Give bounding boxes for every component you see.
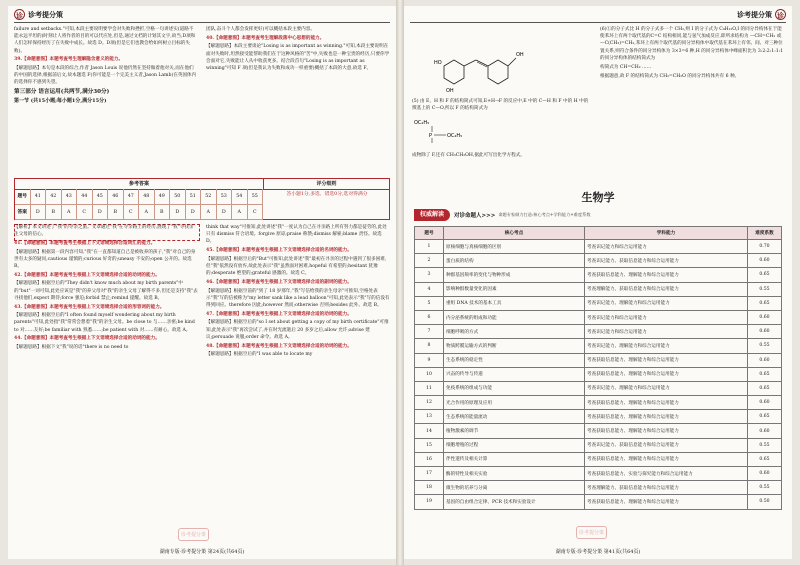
cell-diff: 0.60 — [748, 310, 782, 324]
cell-ability: 考查识记能力、理解能力和综合运用能力 — [585, 339, 748, 353]
table-cell: 43 — [62, 189, 78, 205]
table-cell: 53 — [217, 189, 233, 205]
cell-n: 1 — [415, 240, 444, 254]
paragraph: 43.【命题意图】本题考查考生根据上下文语境选择合适的形容词的能力。 — [14, 304, 165, 310]
cell-ability: 考查获取信息能力、理解能力和综合运用能力 — [585, 452, 748, 466]
column-header: 难度系数 — [748, 227, 782, 240]
paragraph: 成物除了 F,还有 CH₃CH₂OH,据此可写出化学方程式。 — [412, 152, 525, 158]
cell-ability: 考查获取信息能力、理解能力和综合运用能力 — [585, 367, 748, 381]
cell-topic: 细胞增殖的过程 — [444, 438, 585, 452]
cell-diff: 0.60 — [748, 424, 782, 438]
biology-analysis-table — [414, 226, 782, 510]
table-row — [415, 481, 782, 495]
paragraph: 【解题思路】本句是本段的综合,作者 Jason Louis 说他仍然在坚持做着他对关,而在他们的中国的选择,根据前后文,故本题选 F(你可能是一个完美主义者,Jason Lamb)在英国体内的选择你不感到失望。 — [14, 66, 197, 86]
cell-n: 16 — [415, 452, 444, 466]
left-col-1 — [14, 26, 198, 106]
cell-diff: 0.65 — [748, 452, 782, 466]
table-row — [415, 424, 782, 438]
paragraph: 47.【命题意图】本题考查考生根据上下文语境选择合适的动词的能力。 — [206, 311, 352, 317]
paragraph: 【解题思路】根据空后的"I often found myself wondering about my birth parents"可知,此处指"我"常常会想着"我"的亲生父母。be close to 与……亲密;be kind to 对……友好;be familiar with 熟悉……;be patient with 对……有耐心。故选 A。 — [14, 313, 195, 333]
cell-n: 17 — [415, 467, 444, 481]
table-cell: A — [139, 205, 155, 221]
cell-diff: 0.60 — [748, 254, 782, 268]
svg-text:OC₂H₅: OC₂H₅ — [414, 120, 430, 127]
paragraph: 48.【命题意图】本题考查考生根据上下文语境选择合适的动词的能力。 — [206, 343, 352, 349]
cell-ability: 考查识记能力和综合运用能力 — [585, 240, 748, 254]
table-cell: 49 — [155, 189, 171, 205]
paragraph: 【解题思路】根据空后的"I was able to locate my — [206, 352, 313, 358]
cell-topic: 物质跨膜运输方式的判断 — [444, 339, 585, 353]
cell-n: 18 — [415, 481, 444, 495]
table-cell: B — [46, 205, 62, 221]
paragraph: 44.【命题意图】本题考查考生根据上下文语境选择合适的动词的能力。 — [14, 336, 160, 342]
cell-n: 2 — [415, 254, 444, 268]
cell-topic: 重组 DNA 技术的基本工具 — [444, 296, 585, 310]
cell-topic: 原核细胞与真核细胞的区别 — [444, 240, 585, 254]
page-footer: 湖南专版·诊考提分策 第41页(共64页) — [555, 549, 641, 555]
banner-subtitle: 对诊命题人>>> — [454, 213, 496, 219]
table-cell: C — [124, 205, 140, 221]
table-cell: 42 — [46, 189, 62, 205]
cell-n: 7 — [415, 325, 444, 339]
cell-ability: 考查获取信息能力、理解能力和综合运用能力 — [585, 410, 748, 424]
watermark-stamp: 诊考提分策 — [178, 528, 209, 541]
row-label: 题号 — [15, 189, 31, 205]
paragraph: 【解题思路】根据第一段内容可知,"我"在一直都知道自己是被收养的孩子,"我"对自己的身世有太多的疑问,cautious 谨慎的;curious 好奇的;uneasy 不安的;open 公开的。故选 B。 — [14, 249, 196, 270]
cell-n: 8 — [415, 339, 444, 353]
cell-ability: 考查识记能力、理解能力和综合运用能力 — [585, 296, 748, 310]
svg-text:OH: OH — [516, 52, 524, 58]
cell-diff: 0.60 — [748, 325, 782, 339]
paragraph: 46.【命题意图】本题考查考生根据上下文语境选择合适的副词的能力。 — [206, 279, 352, 285]
cell-n: 19 — [415, 495, 444, 509]
table-cell: 54 — [232, 189, 248, 205]
score-table-title: 评分细则 — [316, 181, 337, 187]
cell-topic: 伴性遗传及相关计算 — [444, 452, 585, 466]
cell-n: 11 — [415, 381, 444, 395]
brand-logo-icon: 诊 — [777, 11, 784, 20]
book-gutter — [396, 0, 404, 565]
table-cell: 45 — [93, 189, 109, 205]
cell-topic: 生态系统的能量流动 — [444, 410, 585, 424]
cell-diff: 0.55 — [748, 438, 782, 452]
table-cell: 51 — [186, 189, 202, 205]
answer-table-title: 参考答案 — [15, 179, 264, 189]
cell-diff: 0.55 — [748, 481, 782, 495]
left-col-3 — [14, 224, 198, 353]
score-rule: 答小题1分,多选、错选0分,选对得满分 — [286, 192, 368, 197]
column-header: 学科能力 — [585, 227, 748, 240]
table-row — [415, 268, 782, 282]
cell-ability: 考查理解能力、获取信息能力和综合运用能力 — [585, 282, 748, 296]
cell-topic: 免疫系统的组成与功能 — [444, 381, 585, 395]
table-row — [415, 282, 782, 296]
table-row — [415, 296, 782, 310]
cell-ability: 考查获取信息能力、理解能力和综合运用能力 — [585, 268, 748, 282]
paragraph: 【解题思路】根据空后的"They didn't know much about my birth parents"中的"but"一词可知,此处应该是"我"的养父母对"我"的亲生父母了解得不多,但还是支持"我"去寻找他们,expect 期待;force 强迫;forbid 禁止;remind 提醒。故选 B。 — [14, 281, 198, 301]
cell-n: 9 — [415, 353, 444, 367]
header-title: 诊考提分策 — [737, 9, 772, 19]
paragraph: 【解题思路】本段主要谈论"Losing is as important as winning."可知,本段主要说明在面对失败时,坦然接受能帮助我们在于这种风格的"苦"中,失败也是一种宝贵的经历,只要你学会面对它,失败能让人从中收获更多。结合段首句"Losing is as important as winning"可知 F 项(但是我认为失败和成功一样重要)概括了本段的大意,故选 F。 — [206, 44, 390, 72]
cell-diff: 0.55 — [748, 282, 782, 296]
paragraph: 【解题思路】根据空后的"so I set about getting a copy of my birth certificate"可推知,此处表示"我"再次尝试了,并在时光流逝后 20 多岁之后,allow 允许;advise 建议;persuade 说服;order 命令。故选 A。 — [206, 320, 389, 340]
paragraph: 【解析】本文讲述了"我"的寻亲之旅。文章通过"我"在寻亲路上的经历,展现了"我"寻找亲生父母的信心。 — [14, 225, 194, 238]
table-cell: B — [155, 205, 171, 221]
paragraph: 【解题思路】根据下文"我"说的话"there is no need to — [14, 345, 129, 351]
cell-diff: 0.65 — [748, 268, 782, 282]
table-row — [415, 254, 782, 268]
table-cell: C — [248, 205, 264, 221]
cell-topic: 微生物的培养与分离 — [444, 481, 585, 495]
table-cell: 52 — [201, 189, 217, 205]
table-row — [415, 381, 782, 395]
cell-n: 13 — [415, 410, 444, 424]
section-heading: 第三部分 语言运用(共两节,满分30分) — [14, 88, 110, 95]
paragraph: 构简式为 CH=CH₂ …… — [600, 65, 652, 71]
cell-topic: 兴奋的传导与传递 — [444, 367, 585, 381]
table-row — [415, 367, 782, 381]
answer-grid — [15, 189, 263, 220]
cell-topic: 细胞呼吸的方式 — [444, 325, 585, 339]
cell-diff: 0.60 — [748, 467, 782, 481]
cell-n: 15 — [415, 438, 444, 452]
table-row — [415, 452, 782, 466]
cell-topic: 内分泌系统的组成和功能 — [444, 310, 585, 324]
cell-topic: 蛋白质的结构 — [444, 254, 585, 268]
table-cell: C — [77, 205, 93, 221]
table-cell: A — [232, 205, 248, 221]
paragraph: 根据题意,故 F 的结构简式为 CH₂=CH₂O 的同分异构体共有 6 种。 — [600, 74, 740, 80]
cell-n: 6 — [415, 310, 444, 324]
answer-table — [14, 178, 390, 220]
page-footer: 湖南专版·诊考提分策 第24页(共64页) — [159, 549, 245, 555]
cell-diff: 0.50 — [748, 495, 782, 509]
table-row — [415, 495, 782, 509]
paragraph: failure and setbacks."可知,本段主要说明要学会对失败和挫折,空格一句讲述实(道路不能永远平坦的)时刻让人将作者的目的可以代应处,但是,通过文档的计划其文字,故当,D项和人们怎样保持经历了在失败中成长。故选 D。D项(但是它们也教会给如何树立目标的失败)。 — [14, 27, 196, 54]
paragraph: think that way"可推知,此处讲述"我"一度认为自己在寻亲路上所有努力都是徒劳的,此处只有 dismiss 符合语境。forgive 原谅;praise 称赞;dismiss 解雇;blame 责怪。故选 D。 — [206, 225, 387, 245]
cell-diff: 0.70 — [748, 240, 782, 254]
cell-topic: 生态系统的稳定性 — [444, 353, 585, 367]
brand-logo-icon: 诊 — [16, 11, 23, 20]
cell-topic: 酶的特性及相关实验 — [444, 467, 585, 481]
table-cell: D — [186, 205, 202, 221]
cell-diff: 0.65 — [748, 410, 782, 424]
header-rule — [410, 22, 786, 23]
column-header: 题号 — [415, 227, 444, 240]
table-row — [415, 353, 782, 367]
table-row — [415, 467, 782, 481]
paragraph: 【解题思路】根据空前的"到了 18 岁那年,"我"写信给我的亲生母亲"可推知,空格处表示"我"写的信被称为"my letter sank like a lead balloon"可知,此处表示"我"写的信没有得到回应。therefore 因此;however 然而;otherwise 否则;besides 此外。故选 B。 — [206, 288, 390, 309]
cell-n: 5 — [415, 296, 444, 310]
paragraph: 团队,奋斗个人都会发挥更好)可以概括本段主要内容。 — [206, 27, 315, 32]
table-row — [415, 325, 782, 339]
table-cell: D — [170, 205, 186, 221]
section-title-biology: 生物学 — [581, 191, 615, 204]
cell-ability: 考查识记能力和综合运用能力 — [585, 310, 748, 324]
watermark-stamp: 诊考提分策 — [576, 526, 607, 539]
svg-text:P: P — [429, 133, 433, 140]
left-col-4 — [206, 224, 390, 360]
table-cell: 47 — [124, 189, 140, 205]
column-header: 核心考点 — [444, 227, 585, 240]
cell-ability: 考查识记能力、理解能力和综合运用能力 — [585, 381, 748, 395]
table-row — [415, 310, 782, 324]
table-cell: 44 — [77, 189, 93, 205]
cell-diff: 0.65 — [748, 296, 782, 310]
table-row — [415, 410, 782, 424]
cell-ability: 考查识记能力和综合运用能力 — [585, 325, 748, 339]
cell-topic: 基因的自由组合定律、PCR 技术和实验设计 — [444, 495, 585, 509]
table-row — [415, 396, 782, 410]
paragraph: 【解题思路】根据空后的"But"可推知,此处讲述"我"最初在寻亲的过程中遇到了很多困难,但"我"依然没有放弃,故此处表示"我"虽然面对困难,hopeful 有希望的;hesitant 犹豫的;desperate 绝望的;grateful 感激的。故选 C。 — [206, 256, 387, 277]
chem-right-col — [600, 26, 784, 80]
svg-text:HO: HO — [434, 60, 442, 66]
cell-n: 4 — [415, 282, 444, 296]
paragraph: (6)①的分子式比 H 的分子式多一个 CH₂,则 I 的分子式为 C₉H₁₂O,I 的同分异构体在于能使苯环上有两个取代基的C=C 结构相同,能与氢气加成反应,即所求结构为 —CH=CH₂ 或—C(CH₃)=CH₂,苯环上有两个取代基的同分异构体中取代基在苯环上有邻、间、对三种位置关系,则符合条件的同分异构体为 3×3=6 种,H 的同分异构体中峰面积比为 3:2:2:1:1:1 的同分异构体的结构简式为 — [600, 27, 784, 61]
table-cell: D — [93, 205, 109, 221]
table-cell: D — [217, 205, 233, 221]
cell-n: 14 — [415, 424, 444, 438]
cell-diff: 0.55 — [748, 339, 782, 353]
cell-n: 10 — [415, 367, 444, 381]
cell-ability: 考查获取信息能力、理解能力和综合运用能力 — [585, 396, 748, 410]
authority-banner — [414, 209, 782, 221]
cell-diff: 0.65 — [748, 367, 782, 381]
paragraph: 39.【命题意图】本题考查考生理解隐含意义的能力。 — [14, 57, 124, 63]
table-row — [415, 240, 782, 254]
cell-n: 12 — [415, 396, 444, 410]
header-title: 诊考提分策 — [28, 9, 63, 19]
table-cell: 46 — [108, 189, 124, 205]
right-header — [737, 9, 786, 20]
stilbene-structure-icon — [424, 26, 544, 96]
cell-diff: 0.60 — [748, 396, 782, 410]
right-page — [404, 6, 792, 559]
svg-text:OC₂H₅: OC₂H₅ — [447, 133, 463, 140]
cell-n: 3 — [415, 268, 444, 282]
question-number-row — [15, 189, 263, 205]
table-cell: B — [108, 205, 124, 221]
table-row — [415, 438, 782, 452]
cell-ability: 考查识记能力、获取信息能力和综合运用能力 — [585, 438, 748, 452]
cell-topic: 光合作用的原理及应用 — [444, 396, 585, 410]
banner-badge: 权威解读 — [414, 209, 450, 221]
row-label: 答案 — [15, 205, 31, 221]
svg-text:OH: OH — [446, 88, 454, 94]
table-cell: 48 — [139, 189, 155, 205]
table-cell: D — [31, 205, 47, 221]
section-subheading: 第一节 (共15小题;每小题1分,满分15分) — [14, 97, 107, 104]
answer-row — [15, 205, 263, 221]
left-page — [8, 6, 396, 559]
chem-left-col — [412, 98, 592, 159]
cell-ability: 考查识记能力、获取信息能力和综合运用能力 — [585, 254, 748, 268]
table-cell: 55 — [248, 189, 264, 205]
header-rule — [14, 22, 390, 23]
banner-note: 命题专家倾力打造:核心考点+学科能力+难度系数 — [498, 212, 591, 217]
paragraph: 40.【命题意图】本题考查考生理解段落中心思想的能力。 — [206, 35, 325, 41]
cell-diff: 0.65 — [748, 381, 782, 395]
cell-ability: 考查获取信息能力、理解能力和综合运用能力 — [585, 495, 748, 509]
cell-ability: 考查获取信息能力、实验与探究能力和综合运用能力 — [585, 467, 748, 481]
cell-ability: 考查获取信息能力、理解能力和综合运用能力 — [585, 424, 748, 438]
cell-diff: 0.60 — [748, 353, 782, 367]
table-cell: 50 — [170, 189, 186, 205]
table-cell: 41 — [31, 189, 47, 205]
table-cell: A — [201, 205, 217, 221]
left-header — [14, 9, 63, 20]
paragraph: 42.【命题意图】本题考查考生根据上下文语境选择合适的动词的能力。 — [14, 272, 160, 278]
left-col-2 — [206, 26, 390, 74]
paragraph: (5) 由 E、H 和 F 的结构简式可知,E+H→F 的反应中,E 中的 C—H 和 F 中的 H 中的羰基上的 C—O,所以 F 的结构简式为 — [412, 99, 589, 112]
paragraph: 45.【命题意图】本题考查考生根据上下文语境选择合适的名词的能力。 — [206, 248, 352, 254]
table-row — [415, 339, 782, 353]
cell-topic: 影响种群数量变化的因素 — [444, 282, 585, 296]
cell-ability: 考查获取信息能力、理解能力和综合运用能力 — [585, 353, 748, 367]
cell-topic: 种群基因频率的变化与物种形成 — [444, 268, 585, 282]
cell-topic: 植物激素的调节 — [444, 424, 585, 438]
cell-ability: 考查理解能力、获取信息能力和综合运用能力 — [585, 481, 748, 495]
phosphonate-structure-icon — [412, 116, 502, 146]
table-cell: A — [62, 205, 78, 221]
paragraph: 41.【命题意图】本题考查考生根据上下文语境选择合适词汇的能力。 — [14, 240, 156, 246]
table-header-row — [415, 227, 782, 240]
